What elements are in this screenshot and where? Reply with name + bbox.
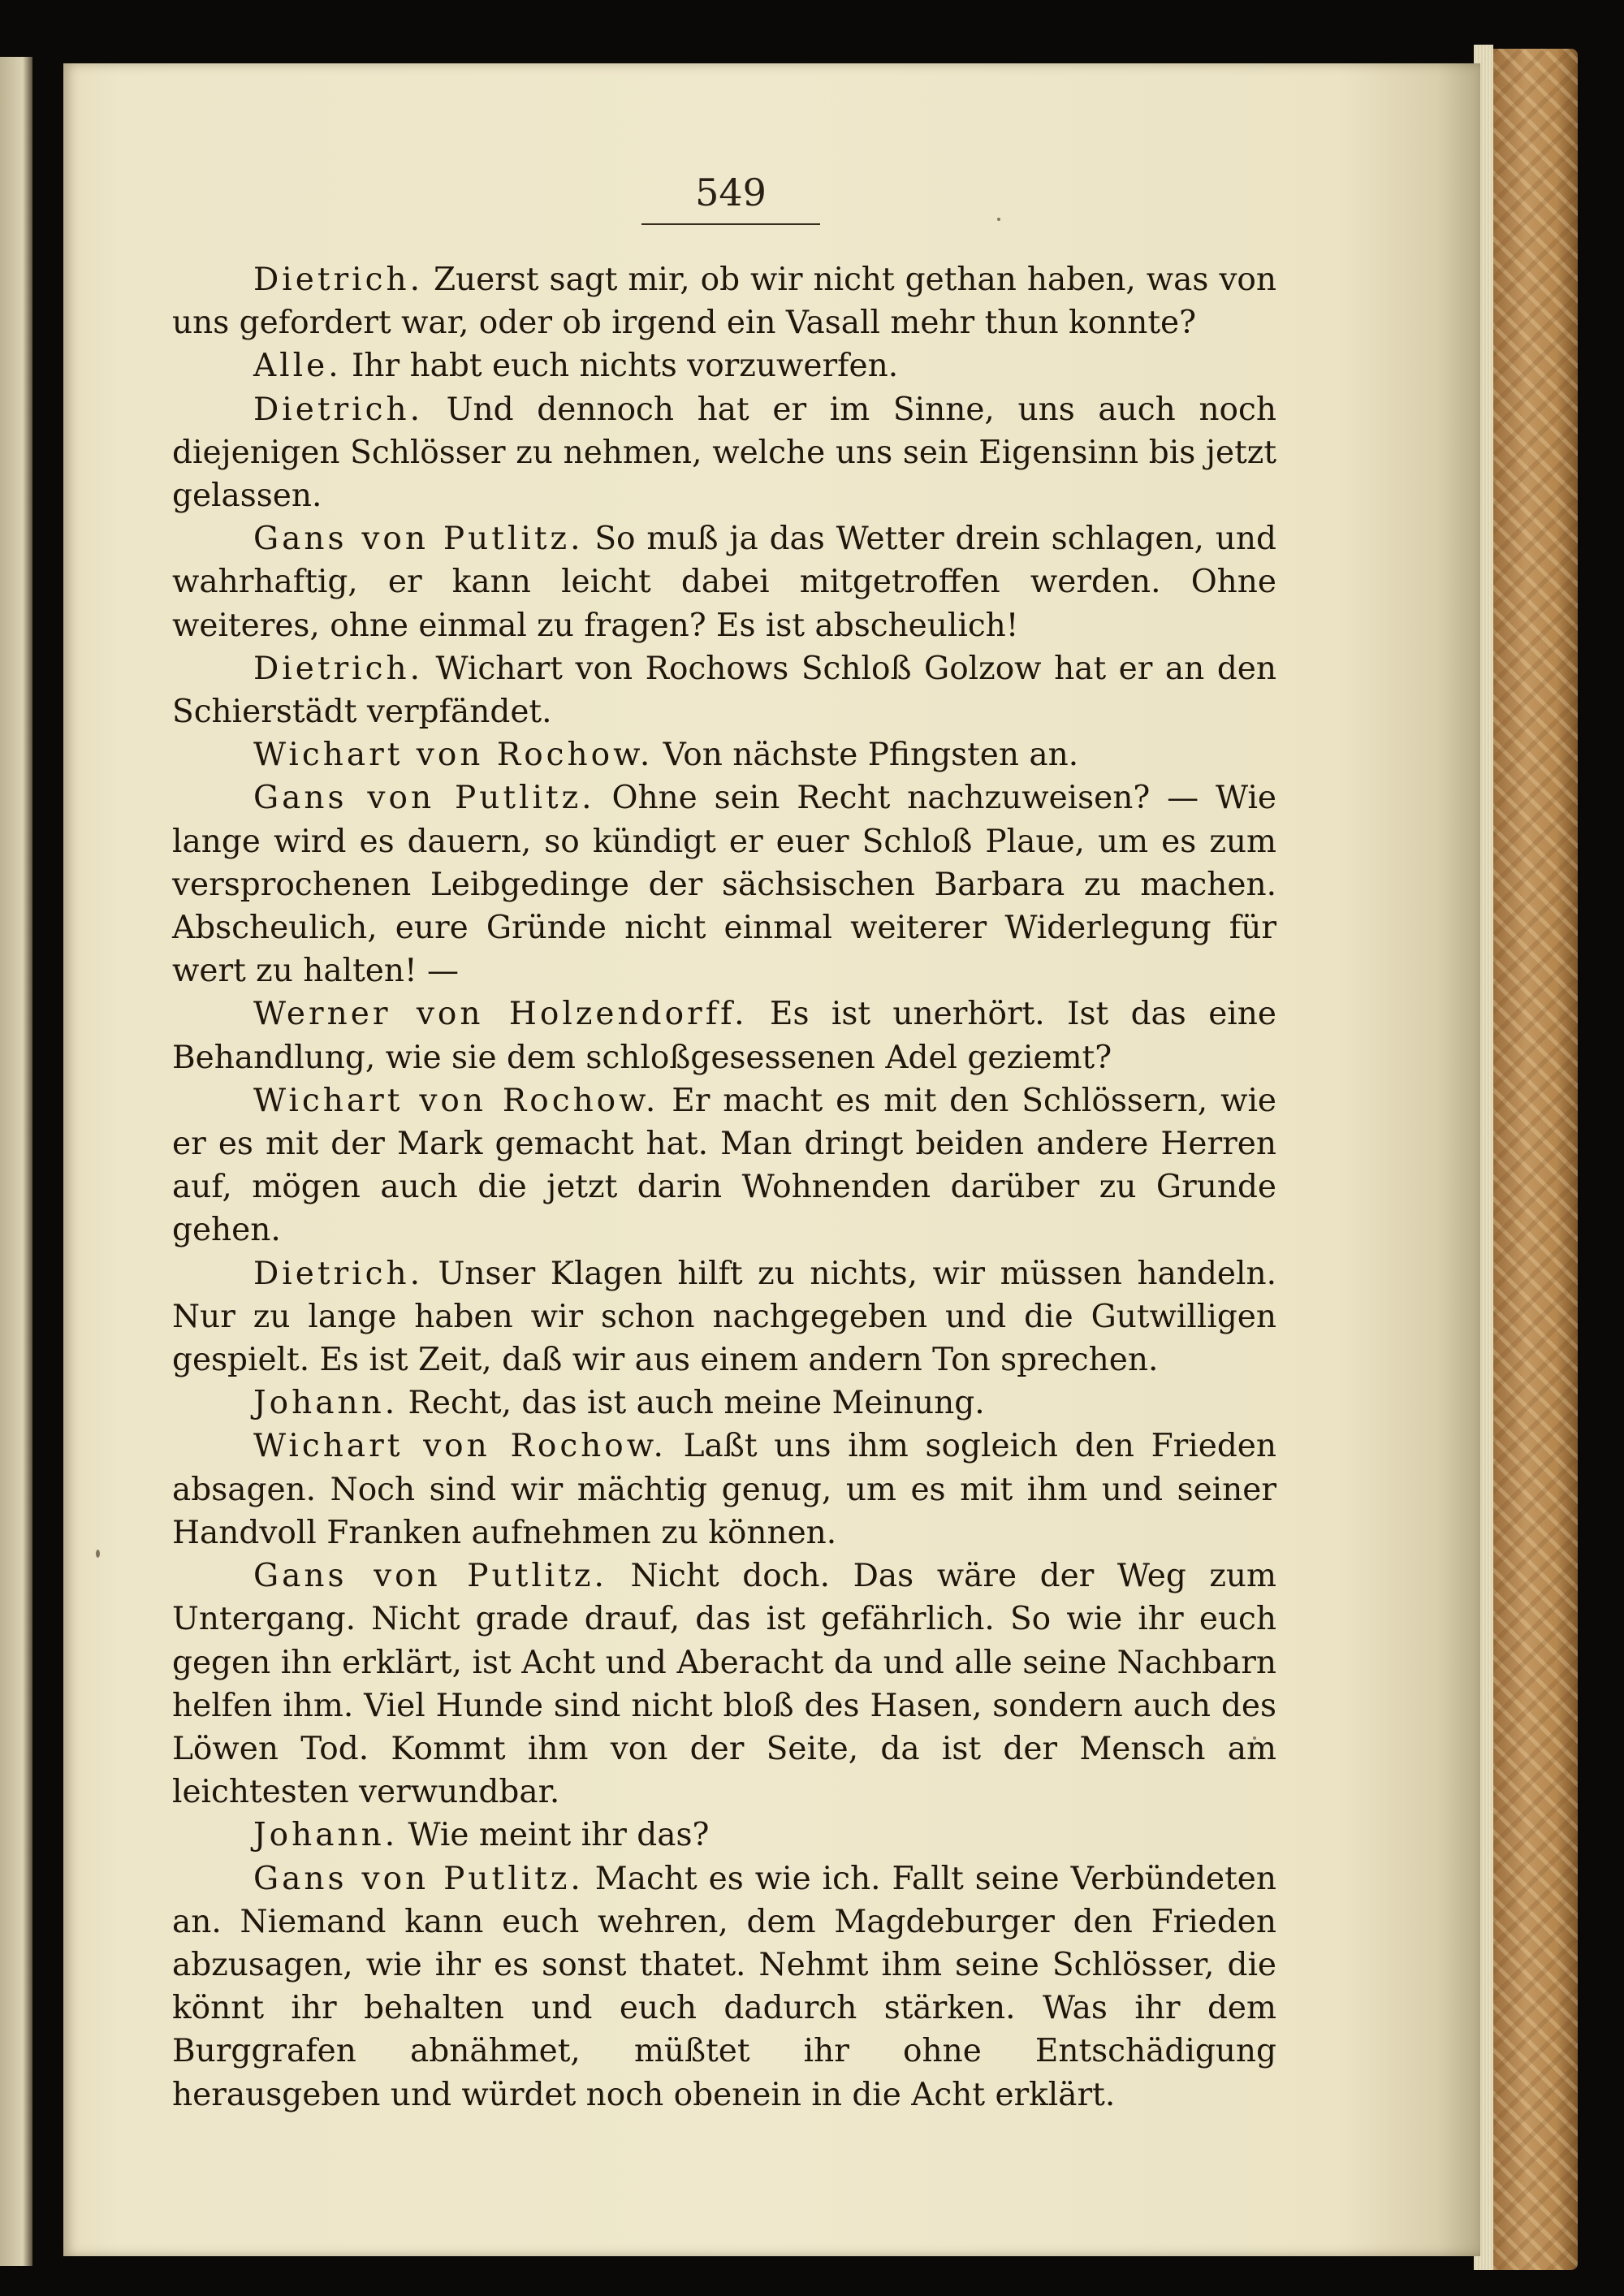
speaker-name: Wichart von Rochow. [253,1082,659,1119]
paragraph [172,517,1276,647]
speech-text: Und dennoch hat er im Sinne, uns auch noch diejenigen Schlösser zu nehmen, welche uns sein Eigensinn bis jetzt gelassen. [172,391,1276,515]
previous-page-edge [0,57,32,2266]
speech-text: Ohne sein Recht nachzuweisen? — Wie lange wird es dauern, so kündigt er euer Schloß Plaue, um es zum versprochenen Leibgedinge der sächsischen Barbara zu machen. Abscheulich, eure Gründe nicht einmal weiterer Widerlegung für wert zu halten! — [172,780,1276,990]
speaker-name: Dietrich. [253,262,423,298]
speech-text: Ihr habt euch nichts vorzuwerfen. [352,348,899,385]
paragraph [172,1814,1276,1857]
page-number-rule [641,223,820,225]
paragraph [172,344,1276,387]
speaker-name: Wichart von Rochow. [253,1428,667,1465]
speaker-name: Alle. [253,348,342,385]
paragraph [172,258,1276,344]
paragraph [172,647,1276,733]
speech-text: Es ist unerhört. Ist das eine Behandlung, wie sie dem schloßgesessenen Adel geziemt? [172,996,1276,1076]
speech-text: Laßt uns ihm sogleich den Frieden absagen. Noch sind wir mächtig genug, um es mit ihm und seiner Handvoll Franken aufnehmen zu können. [172,1428,1276,1551]
speech-text: Unser Klagen hilft zu nichts, wir müssen handeln. Nur zu lange haben wir schon nachgegeben und die Gutwilligen gespielt. Es ist Zeit, daß wir aus einem andern Ton sprechen. [172,1255,1276,1379]
paper-speck [96,1550,100,1558]
paragraph [172,1079,1276,1252]
speech-text: Wichart von Rochows Schloß Golzow hat er an den Schierstädt verpfändet. [172,650,1276,731]
speaker-name: Dietrich. [253,391,423,428]
speech-text: Er macht es mit den Schlössern, wie er es mit der Mark gemacht hat. Man dringt beiden andere Herren auf, mögen auch die jetzt darin Wohnenden darüber zu Grunde gehen. [172,1082,1277,1249]
speech-text: Macht es wie ich. Fallt seine Verbündeten an. Niemand kann euch wehren, dem Magdeburger den Frieden abzusagen, wie ihr es sonst thatet. Nehmt ihm seine Schlösser, die könnt ihr behalten und euch dadurch stärken. Was ihr dem Burggrafen abnähmet, müßtet ihr ohne Entschädigung herausgeben und würdet noch obenein in die Acht erklärt. [172,1860,1276,2113]
paragraph [172,776,1276,992]
page-number: 549 [695,171,767,214]
paragraph [172,1252,1276,1382]
speech-text: So muß ja das Wetter drein schlagen, und wahrhaftig, er kann leicht dabei mitgetroffen werden. Ohne weiteres, ohne einmal zu fragen? Es ist abscheulich! [172,521,1276,644]
speaker-name: Gans von Putlitz. [253,1558,607,1595]
speaker-name: Dietrich. [253,1255,423,1292]
paragraph [172,733,1276,776]
speaker-name: Gans von Putlitz. [253,1860,584,1897]
paragraph [172,992,1276,1079]
paper-speck [997,218,1000,221]
speaker-name: Dietrich. [253,650,423,687]
speech-text: Von nächste Pfingsten an. [663,737,1079,774]
speech-text: Wie meint ihr das? [408,1817,710,1854]
speaker-name: Wichart von Rochow. [253,737,654,774]
paragraph [172,1381,1276,1425]
speaker-name: Gans von Putlitz. [253,521,584,558]
speech-text: Zuerst sagt mir, ob wir nicht gethan haben, was von uns gefordert war, oder ob irgend ein Vasall mehr thun konnte? [172,262,1277,342]
speech-text: Recht, das ist auch meine Meinung. [408,1385,985,1422]
paragraph [172,1857,1276,2117]
speaker-name: Gans von Putlitz. [253,780,595,817]
paragraph [172,1425,1276,1554]
page-text [172,258,1276,2117]
speaker-name: Johann. [253,1817,399,1854]
book-cover-edge [1492,49,1578,2270]
paragraph [172,1554,1276,1814]
paragraph [172,388,1276,518]
speech-text: Nicht doch. Das wäre der Weg zum Untergang. Nicht grade drauf, das ist gefährlich. So wie ihr euch gegen ihn erklärt, ist Acht und Aberacht da und alle seine Nachbarn helfen ihm. Viel Hunde sind nicht bloß des Hasen, sondern auch des Löwen Tod. Kommt ihm von der Seite, da ist der Mensch am leichtesten verwundbar. [172,1558,1277,1811]
speaker-name: Johann. [253,1385,399,1422]
speaker-name: Werner von Holzendorff. [253,996,748,1033]
